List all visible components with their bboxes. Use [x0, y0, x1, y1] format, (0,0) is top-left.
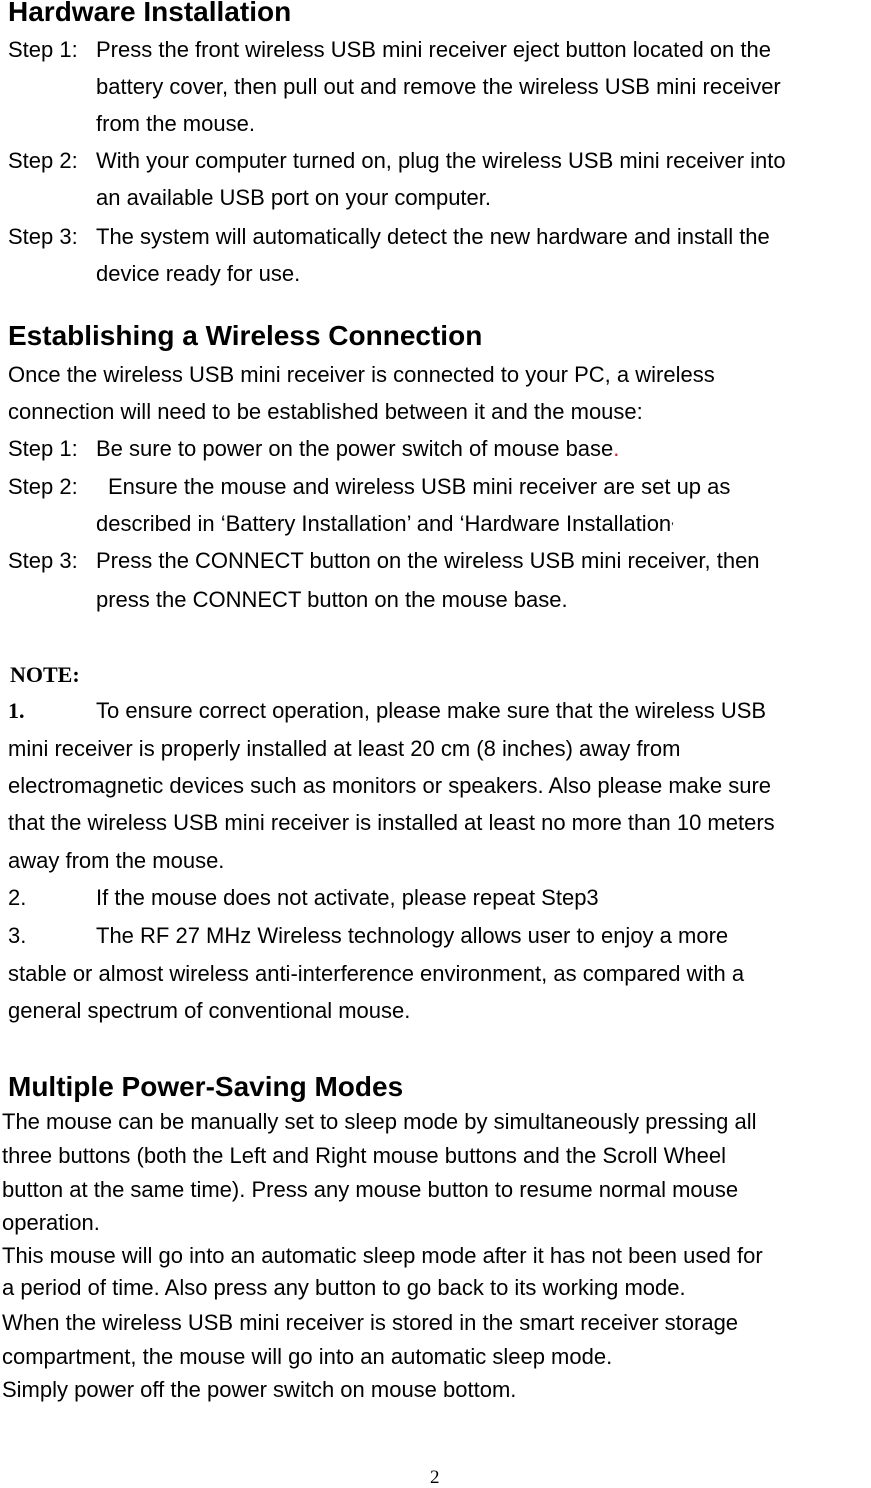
hw-step3-line2: device ready for use. [96, 261, 301, 286]
hw-step1-label: Step 1: [8, 37, 78, 62]
power-line6: a period of time. Also press any button to go back to its working mode. [2, 1275, 686, 1300]
note-item1-line1: To ensure correct operation, please make sure that the wireless USB [96, 698, 767, 723]
wl-step1-period: . [613, 436, 620, 461]
note-item3-line1: The RF 27 MHz Wireless technology allows user to enjoy a more [96, 923, 729, 948]
hw-step3-label: Step 3: [8, 224, 78, 249]
note-item2-number: 2. [8, 885, 27, 910]
note-heading: NOTE: [10, 662, 80, 687]
hw-step2-label: Step 2: [8, 148, 78, 173]
hw-step1-line1: Press the front wireless USB mini receiver eject button located on the [96, 37, 771, 62]
note-item1-line4: that the wireless USB mini receiver is installed at least no more than 10 meters [8, 810, 775, 835]
note-item1-line5: away from the mouse. [8, 848, 225, 873]
power-line3: button at the same time). Press any mouse button to resume normal mouse [2, 1177, 739, 1202]
wireless-intro-line1: Once the wireless USB mini receiver is connected to your PC, a wireless [8, 362, 715, 387]
wl-step1-line [96, 436, 619, 462]
hw-step1-line3: from the mouse. [96, 111, 255, 136]
hw-step2-line1: With your computer turned on, plug the wireless USB mini receiver into [96, 148, 786, 173]
page-number: 2 [430, 1467, 440, 1488]
power-line1: The mouse can be manually set to sleep mode by simultaneously pressing all [2, 1109, 757, 1134]
wl-step2-closing-quote: ’ [671, 520, 674, 534]
wl-step3-label: Step 3: [8, 548, 78, 573]
hardware-installation-heading: Hardware Installation [8, 0, 292, 27]
wl-step2-line2: described in ‘Battery Installation’ and ‘Hardware Installation [96, 511, 672, 536]
wl-step2-label: Step 2: [8, 474, 78, 499]
note-item3-line2: stable or almost wireless anti-interference environment, as compared with a [8, 961, 745, 986]
power-line2: three buttons (both the Left and Right mouse buttons and the Scroll Wheel [2, 1143, 727, 1168]
wl-step1-text: Be sure to power on the power switch of mouse base [96, 436, 614, 461]
note-item1-line2: mini receiver is properly installed at least 20 cm (8 inches) away from [8, 736, 681, 761]
wireless-intro-line2: connection will need to be established between it and the mouse: [8, 399, 643, 424]
note-item3-number: 3. [8, 923, 27, 948]
hw-step1-line2: battery cover, then pull out and remove the wireless USB mini receiver [96, 74, 781, 99]
hw-step3-line1: The system will automatically detect the new hardware and install the [96, 224, 770, 249]
power-line7: When the wireless USB mini receiver is stored in the smart receiver storage [2, 1310, 739, 1335]
note-item2-line1: If the mouse does not activate, please repeat Step3 [96, 885, 599, 910]
wireless-connection-heading: Establishing a Wireless Connection [8, 320, 483, 351]
power-saving-heading: Multiple Power-Saving Modes [8, 1071, 404, 1102]
wl-step3-line2: press the CONNECT button on the mouse base. [96, 587, 568, 612]
wl-step2-line1: Ensure the mouse and wireless USB mini receiver are set up as [108, 474, 731, 499]
power-line9: Simply power off the power switch on mouse bottom. [2, 1377, 517, 1402]
note-item3-line3: general spectrum of conventional mouse. [8, 998, 411, 1023]
wl-step3-line1: Press the CONNECT button on the wireless USB mini receiver, then [96, 548, 760, 573]
note-item1-number: 1. [8, 698, 25, 723]
power-line8: compartment, the mouse will go into an automatic sleep mode. [2, 1344, 613, 1369]
hw-step2-line2: an available USB port on your computer. [96, 185, 492, 210]
power-line4: operation. [2, 1210, 100, 1235]
note-item1-line3: electromagnetic devices such as monitors or speakers. Also please make sure [8, 773, 772, 798]
wl-step2-line2-wrap [96, 511, 674, 540]
power-line5: This mouse will go into an automatic sleep mode after it has not been used for [2, 1243, 763, 1268]
wl-step1-label: Step 1: [8, 436, 78, 461]
